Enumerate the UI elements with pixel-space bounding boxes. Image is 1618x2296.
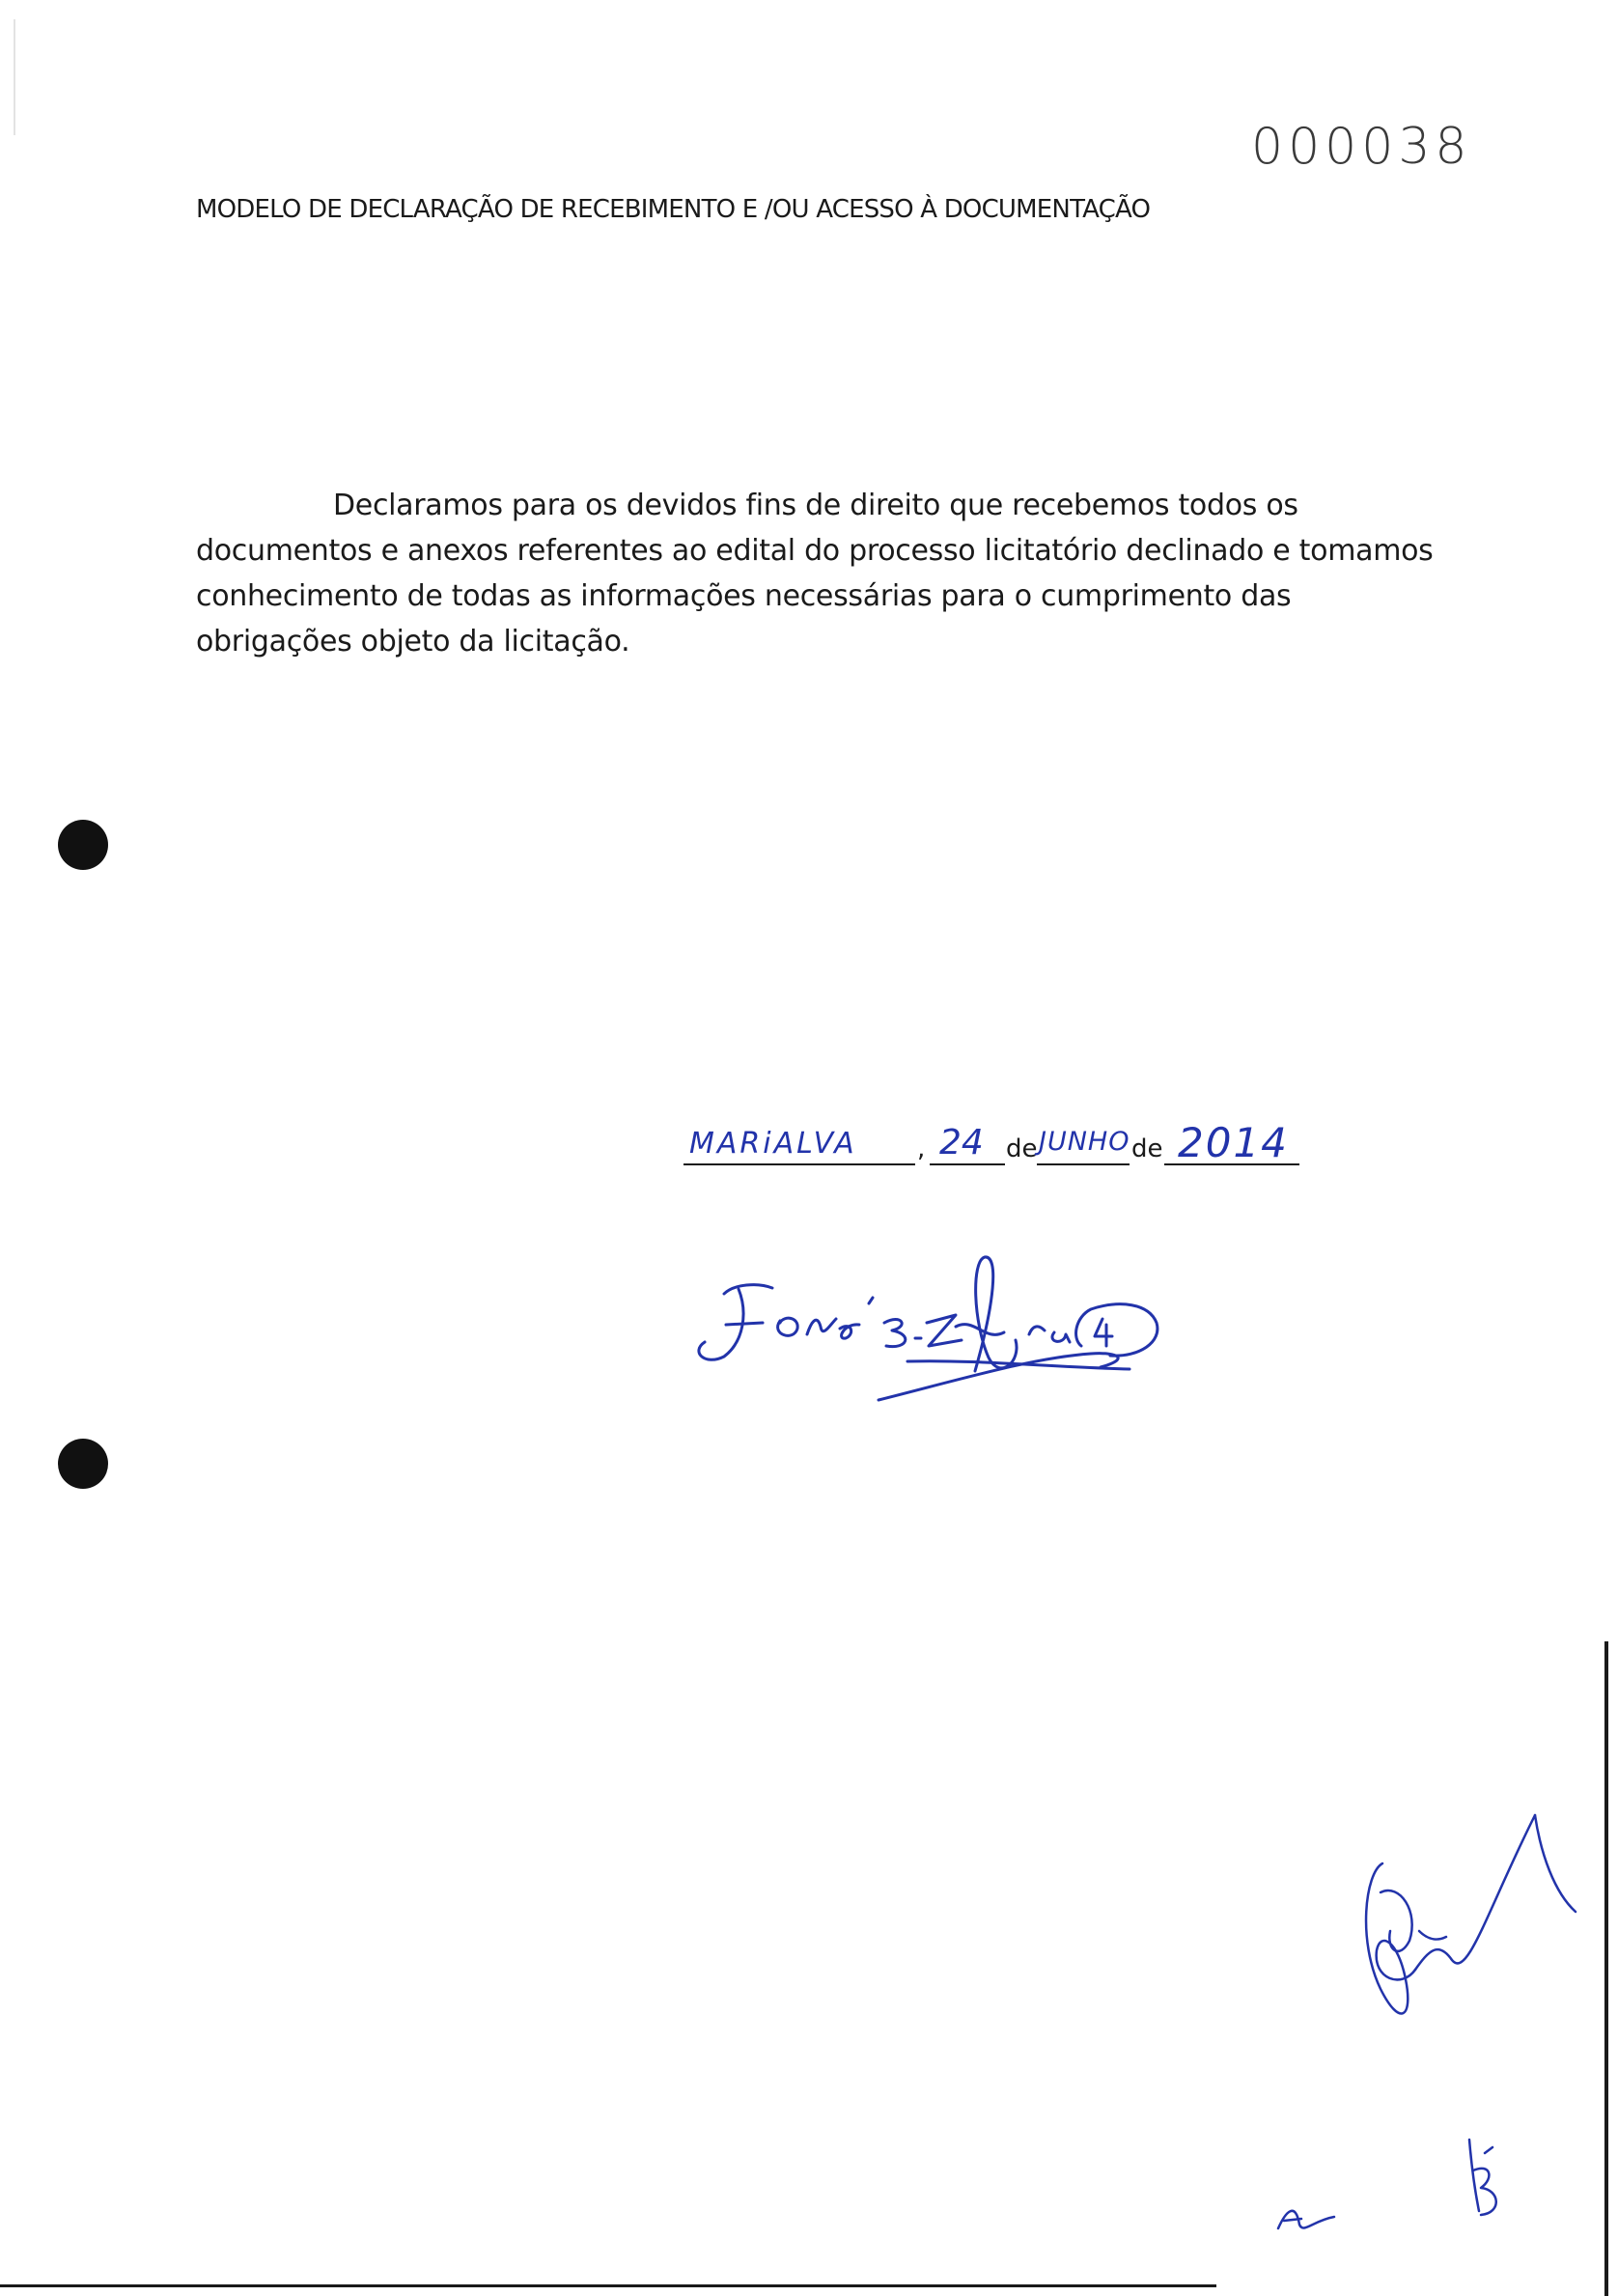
rubric-marks xyxy=(1274,2134,1564,2240)
city-handwritten: MARiALVA xyxy=(689,1127,857,1161)
declaration-body xyxy=(196,483,1434,664)
punch-hole xyxy=(58,1439,108,1489)
punch-hole xyxy=(58,820,108,870)
date-line xyxy=(683,1119,1340,1167)
initials xyxy=(1323,1796,1593,2124)
scan-edge-left xyxy=(14,19,15,135)
scan-edge-bottom xyxy=(0,2284,1216,2287)
date-de-label: de xyxy=(1006,1134,1038,1163)
city-field xyxy=(683,1123,915,1165)
day-field xyxy=(930,1123,1005,1165)
month-field xyxy=(1037,1123,1130,1165)
day-handwritten: 24 xyxy=(939,1123,984,1162)
body-line: conhecimento de todas as informações necessárias para o cumprimento das xyxy=(196,579,1292,613)
date-comma: , xyxy=(917,1134,926,1163)
body-line: Declaramos para os devidos fins de direito que recebemos todos os xyxy=(333,489,1298,522)
document-title: MODELO DE DECLARAÇÃO DE RECEBIMENTO E /OU ACESSO À DOCUMENTAÇÃO xyxy=(196,195,1151,224)
year-field xyxy=(1164,1119,1299,1166)
body-line: obrigações objeto da licitação. xyxy=(196,625,630,658)
month-handwritten: JUNHO xyxy=(1039,1127,1130,1157)
date-de-label: de xyxy=(1131,1134,1163,1163)
scan-edge-right xyxy=(1604,1641,1608,2296)
year-handwritten: 2014 xyxy=(1178,1119,1289,1166)
body-line: documentos e anexos referentes ao edital do processo licitatório declinado e tomamos xyxy=(196,534,1434,568)
page-number-stamp: 000038 xyxy=(1251,118,1472,176)
signature xyxy=(666,1246,1207,1419)
